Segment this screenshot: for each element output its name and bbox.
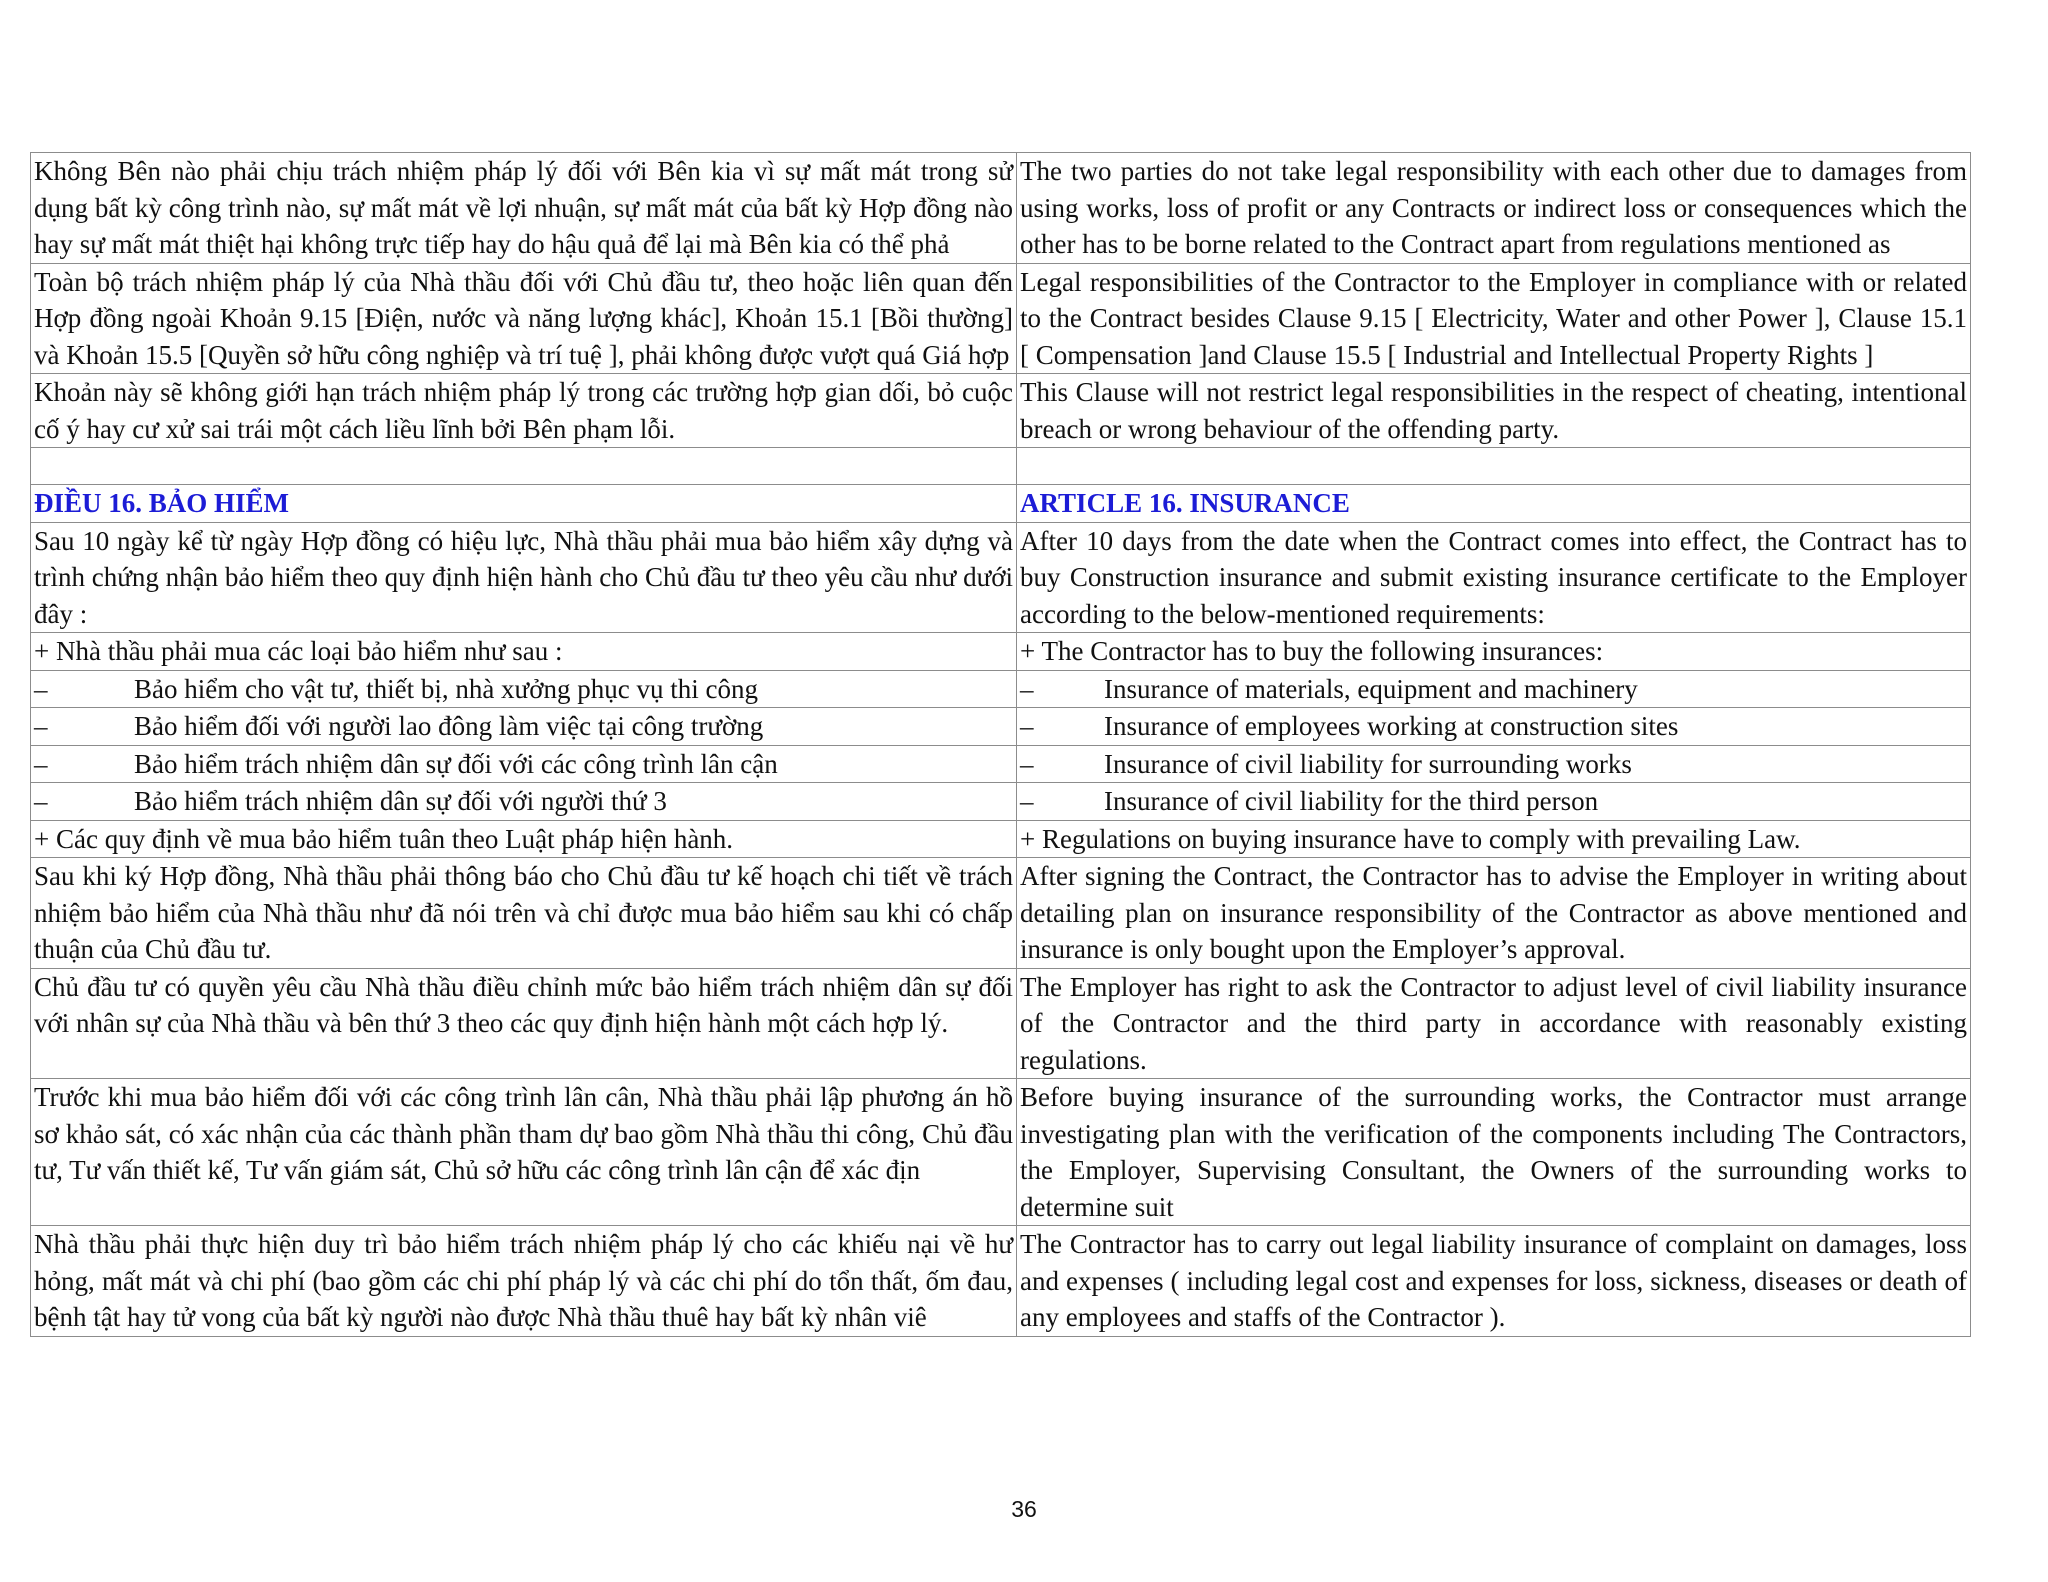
vietnamese-bullet-cell (31, 745, 1017, 783)
section-heading-row (31, 485, 1971, 523)
english-cell: The Contractor has to carry out legal liability insurance of complaint on damages, loss and expenses ( including legal cost and expenses for loss, sickness, diseases or death of any employees and staffs of the Contractor ). (1017, 1226, 1971, 1337)
vietnamese-bullet-cell (31, 708, 1017, 746)
english-cell: Legal responsibilities of the Contractor to the Employer in compliance with or related to the Contract besides Clause 9.15 [ Electricity, Water and other Power ], Clause 15.1 [ Compensation ]and Clause 15.5 [ Industrial and Intellectual Property Rights ] (1017, 263, 1971, 374)
vietnamese-cell: Sau khi ký Hợp đồng, Nhà thầu phải thông báo cho Chủ đầu tư kế hoạch chi tiết về trách nhiệm bảo hiểm của Nhà thầu như đã nói trên và chỉ được mua bảo hiểm sau khi có chấp thuận của Chủ đầu tư. (31, 858, 1017, 969)
bullet-text: Bảo hiểm trách nhiệm dân sự đối với người thứ 3 (134, 786, 667, 816)
table-row (31, 263, 1971, 374)
table-row (31, 820, 1971, 858)
bullet-text: Bảo hiểm đối với người lao đông làm việc tại công trường (134, 711, 764, 741)
english-cell: This Clause will not restrict legal responsibilities in the respect of cheating, intentional breach or wrong behaviour of the offending party. (1017, 374, 1971, 448)
dash-bullet: – (1020, 748, 1034, 779)
dash-bullet: – (1020, 786, 1034, 816)
english-bullet-cell (1017, 708, 1971, 746)
vietnamese-bullet-cell (31, 670, 1017, 708)
english-bullet-cell (1017, 745, 1971, 783)
english-cell: The Employer has right to ask the Contractor to adjust level of civil liability insurance of the Contractor and the third party in accordance with reasonably existing regulations. (1017, 968, 1971, 1079)
table-row (31, 858, 1971, 969)
table-row (31, 153, 1971, 264)
english-cell: After 10 days from the date when the Contract comes into effect, the Contract has to buy Construction insurance and submit existing insurance certificate to the Employer according to the below-mentioned requirements: (1017, 522, 1971, 633)
vietnamese-cell: Không Bên nào phải chịu trách nhiệm pháp lý đối với Bên kia vì sự mất mát trong sử dụng bất kỳ công trình nào, sự mất mát về lợi nhuận, sự mất mát của bất kỳ Hợp đồng nào hay sự mất mát thiệt hại không trực tiếp hay do hậu quả để lại mà Bên kia có thể phả (31, 153, 1017, 264)
dash-bullet: – (34, 711, 48, 741)
vietnamese-cell: Trước khi mua bảo hiểm đối với các công trình lân cân, Nhà thầu phải lập phương án hồ sơ khảo sát, có xác nhận của các thành phần tham dự bao gồm Nhà thầu thi công, Chủ đầu tư, Tư vấn thiết kế, Tư vấn giám sát, Chủ sở hữu các công trình lân cận để xác địn (31, 1079, 1017, 1226)
vietnamese-cell: Toàn bộ trách nhiệm pháp lý của Nhà thầu đối với Chủ đầu tư, theo hoặc liên quan đến Hợp đồng ngoài Khoản 9.15 [Điện, nước và năng lượng khác], Khoản 15.1 [Bồi thường] và Khoản 15.5 [Quyền sở hữu công nghiệp và trí tuệ ], phải không được vượt quá Giá hợp (31, 263, 1017, 374)
bullet-row (31, 708, 1971, 746)
vietnamese-cell: Khoản này sẽ không giới hạn trách nhiệm pháp lý trong các trường hợp gian dối, bỏ cuộc cố ý hay cư xử sai trái một cách liều lĩnh bởi Bên phạm lỗi. (31, 374, 1017, 448)
english-cell: After signing the Contract, the Contractor has to advise the Employer in writing about detailing plan on insurance responsibility of the Contractor as above mentioned and insurance is only bought upon the Employer’s approval. (1017, 858, 1971, 969)
section-heading-vietnamese: ĐIỀU 16. BẢO HIỂM (31, 485, 1017, 523)
bullet-text: Insurance of materials, equipment and machinery (1104, 673, 1638, 704)
vietnamese-bullet-cell (31, 783, 1017, 821)
bullet-text: Bảo hiểm cho vật tư, thiết bị, nhà xưởng phục vụ thi công (134, 673, 758, 704)
bullet-row (31, 670, 1971, 708)
table-row (31, 522, 1971, 633)
vietnamese-cell: + Các quy định về mua bảo hiểm tuân theo Luật pháp hiện hành. (31, 820, 1017, 858)
dash-bullet: – (34, 673, 48, 704)
vietnamese-cell: Sau 10 ngày kể từ ngày Hợp đồng có hiệu lực, Nhà thầu phải mua bảo hiểm xây dựng và trình chứng nhận bảo hiểm theo quy định hiện hành cho Chủ đầu tư theo yêu cầu như dưới đây : (31, 522, 1017, 633)
bullet-row (31, 783, 1971, 821)
bullet-text: Insurance of civil liability for the third person (1104, 786, 1599, 816)
table-row (31, 968, 1971, 1079)
section-heading-english: ARTICLE 16. INSURANCE (1017, 485, 1971, 523)
bilingual-contract-table (30, 152, 1971, 1337)
empty-cell (1017, 448, 1971, 485)
vietnamese-cell: Nhà thầu phải thực hiện duy trì bảo hiểm trách nhiệm pháp lý cho các khiếu nại về hư hỏng, mất mát và chi phí (bao gồm các chi phí pháp lý và các chi phí do tổn thất, ốm đau, bệnh tật hay tử vong của bất kỳ người nào được Nhà thầu thuê hay bất kỳ nhân viê (31, 1226, 1017, 1337)
dash-bullet: – (34, 748, 48, 779)
vietnamese-cell: Chủ đầu tư có quyền yêu cầu Nhà thầu điều chỉnh mức bảo hiểm trách nhiệm dân sự đối với nhân sự của Nhà thầu và bên thứ 3 theo các quy định hiện hành một cách hợp lý. (31, 968, 1017, 1079)
table-row (31, 1226, 1971, 1337)
vietnamese-cell: + Nhà thầu phải mua các loại bảo hiểm như sau : (31, 633, 1017, 671)
dash-bullet: – (1020, 711, 1034, 741)
table-row (31, 633, 1971, 671)
english-bullet-cell (1017, 783, 1971, 821)
empty-row (31, 448, 1971, 485)
table-row (31, 374, 1971, 448)
english-cell: Before buying insurance of the surrounding works, the Contractor must arrange investigating plan with the verification of the components including The Contractors, the Employer, Supervising Consultant, the Owners of the surrounding works to determine suit (1017, 1079, 1971, 1226)
bullet-text: Bảo hiểm trách nhiệm dân sự đối với các công trình lân cận (134, 748, 778, 779)
table-row (31, 1079, 1971, 1226)
dash-bullet: – (34, 786, 48, 816)
empty-cell (31, 448, 1017, 485)
english-cell: + Regulations on buying insurance have to comply with prevailing Law. (1017, 820, 1971, 858)
dash-bullet: – (1020, 673, 1034, 704)
english-bullet-cell (1017, 670, 1971, 708)
english-cell: + The Contractor has to buy the following insurances: (1017, 633, 1971, 671)
page-number: 36 (1011, 1496, 1037, 1522)
bullet-text: Insurance of employees working at construction sites (1104, 711, 1679, 741)
bullet-text: Insurance of civil liability for surrounding works (1104, 748, 1632, 779)
english-cell: The two parties do not take legal responsibility with each other due to damages from using works, loss of profit or any Contracts or indirect loss or consequences which the other has to be borne related to the Contract apart from regulations mentioned as (1017, 153, 1971, 264)
bullet-row (31, 745, 1971, 783)
